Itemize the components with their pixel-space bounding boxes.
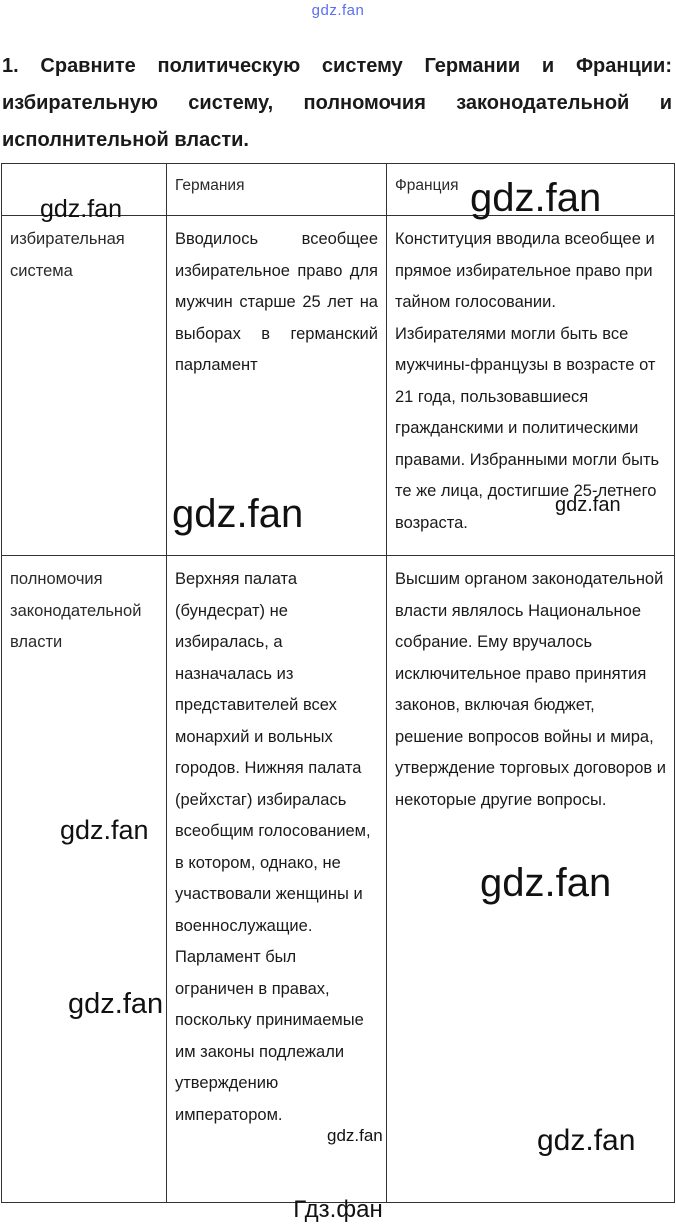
watermark: gdz.fan	[480, 861, 612, 905]
watermark: gdz.fan	[327, 1126, 383, 1145]
row-label-legislative-powers: полномочия законодательной власти	[2, 556, 167, 1203]
watermark: gdz.fan	[470, 176, 602, 220]
watermark: gdz.fan	[68, 988, 164, 1020]
cell-france-electoral: Конституция вводила всеобщее и прямое избирательное право при тайном голосовании. Избирателями могли быть все мужчины-французы в возрасте от 21 года, пользовавшиеся гражданскими и политическими правами. Избранными могли быть те же лица, достигшие 25-летнего возраста.	[387, 216, 675, 556]
watermark: gdz.fan	[172, 492, 304, 536]
comparison-table	[1, 163, 675, 1203]
cell-germany-electoral: Вводилось всеобщее избирательное право для мужчин старше 25 лет на выборах в германский парламент	[167, 216, 387, 556]
watermark: gdz.fan	[555, 494, 621, 516]
header-cell-germany: Германия	[167, 164, 387, 216]
watermark: gdz.fan	[40, 195, 123, 223]
cell-france-legislative: Высшим органом законодательной власти являлось Национальное собрание. Ему вручалось исключительное право принятия законов, включая бюджет, решение вопросов войны и мира, утверждение торговых договоров и некоторые другие вопросы.	[387, 556, 675, 1203]
footer-site-name: Гдз.фан	[293, 1196, 383, 1223]
site-link[interactable]: gdz.fan	[311, 2, 365, 19]
watermark: gdz.fan	[537, 1124, 636, 1157]
watermark: gdz.fan	[60, 815, 149, 845]
cell-germany-legislative: Верхняя палата (бундесрат) не избиралась, а назначалась из представителей всех монархий и вольных городов. Нижняя палата (рейхстаг) избиралась всеобщим голосованием, в котором, однако, не участвовали женщины и военнослужащие. Парламент был ограничен в правах, поскольку принимаемые им законы подлежали утверждению императором.	[167, 556, 387, 1203]
row-label-electoral-system: избирательная система	[2, 216, 167, 556]
header-cell-france: Франция	[387, 164, 675, 216]
question-text: 1. Сравните политическую систему Германии и Франции: избирательную систему, полномочия законодательной и исполнительной власти.	[2, 55, 672, 151]
